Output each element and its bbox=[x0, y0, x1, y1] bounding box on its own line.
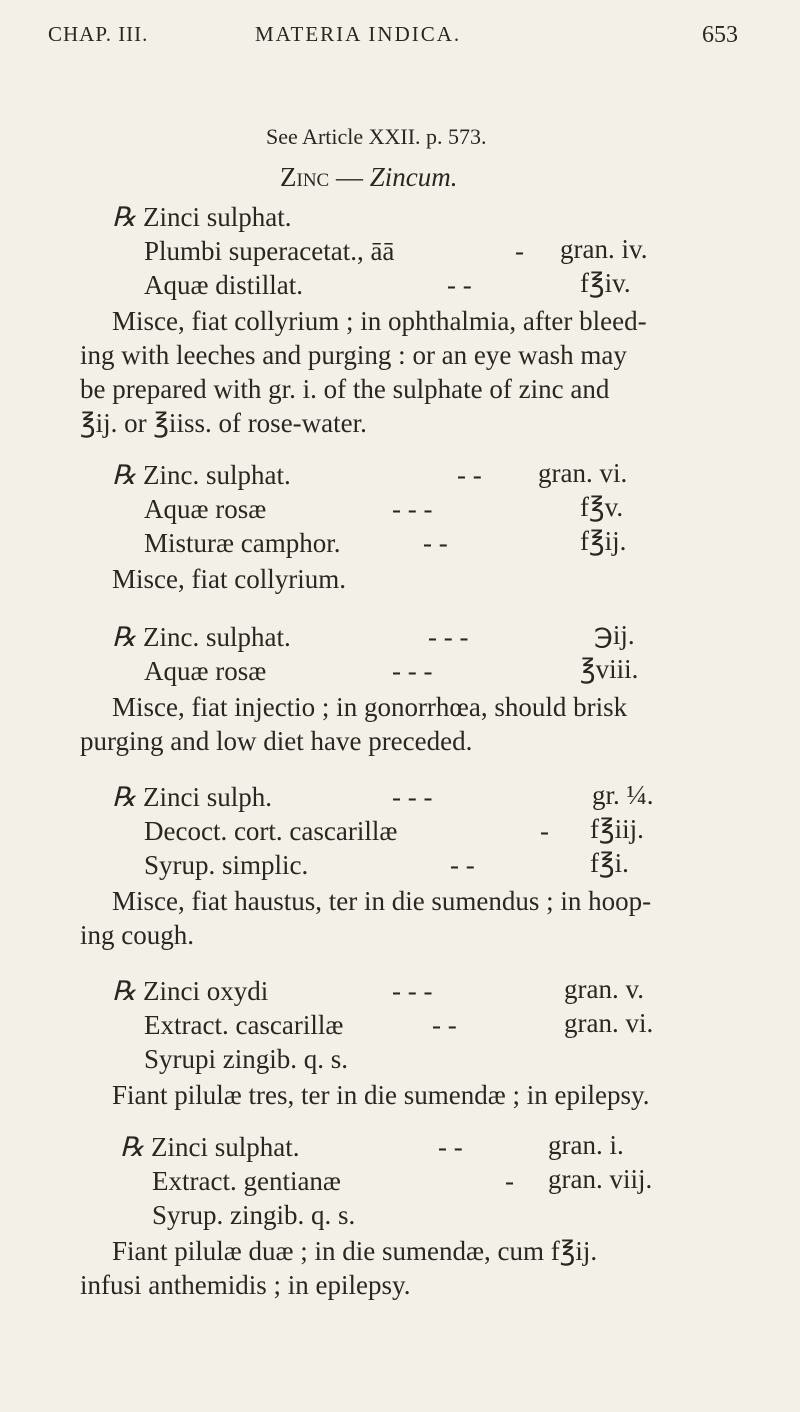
recipe-symbol: ℞ bbox=[112, 202, 137, 232]
ingredient-amount: gran. i. bbox=[548, 1130, 624, 1160]
see-article-reference: See Article XXII. p. 573. bbox=[266, 124, 487, 149]
recipe-symbol: ℞ bbox=[120, 1132, 145, 1162]
prescription-note-line: be prepared with gr. i. of the sulphate of zinc and bbox=[80, 374, 610, 404]
prescription-note-line: Misce, fiat collyrium. bbox=[112, 564, 346, 594]
ingredient-amount: gran. v. bbox=[564, 974, 644, 1004]
recipe-symbol: ℞ bbox=[112, 976, 137, 1006]
leader-dashes: - - bbox=[450, 850, 475, 880]
leader-dashes: - - bbox=[438, 1132, 463, 1162]
ingredient-name: Extract. gentianæ bbox=[152, 1166, 341, 1196]
page-number: 653 bbox=[702, 22, 738, 48]
title-zinc: Zinc bbox=[280, 162, 330, 192]
ingredient-name: Aquæ rosæ bbox=[144, 656, 267, 686]
leader-dashes: - - bbox=[457, 460, 482, 490]
ingredient-amount: gran. viij. bbox=[548, 1164, 653, 1194]
prescription-note-line: Misce, fiat haustus, ter in die sumendus ; in hoop- bbox=[112, 886, 652, 916]
chapter-label: CHAP. III. bbox=[48, 22, 149, 46]
ingredient-amount: gr. ¼. bbox=[592, 780, 654, 810]
leader-dashes: - - bbox=[447, 270, 472, 300]
ingredient-name: Aquæ rosæ bbox=[144, 494, 267, 524]
prescription-note-line: purging and low diet have preceded. bbox=[80, 726, 473, 756]
ingredient-name: Misturæ camphor. bbox=[144, 528, 341, 558]
title-dash: — bbox=[335, 162, 363, 192]
recipe-symbol: ℞ bbox=[112, 622, 137, 652]
running-header bbox=[0, 22, 800, 62]
leader-dashes: - - bbox=[423, 528, 448, 558]
ingredient-name: Zinci sulphat. bbox=[143, 202, 292, 232]
ingredient-amount: f℥i. bbox=[590, 848, 629, 878]
prescription-note-line: Fiant pilulæ tres, ter in die sumendæ ; in epilepsy. bbox=[112, 1080, 650, 1110]
leader-dashes: - - - bbox=[392, 976, 433, 1006]
ingredient-name: Plumbi superacetat., āā bbox=[144, 236, 395, 266]
ingredient-amount: gran. vi. bbox=[538, 458, 628, 488]
leader-dashes: - - - bbox=[392, 656, 433, 686]
ingredient-name: Zinci oxydi bbox=[143, 976, 269, 1006]
leader-dashes: - bbox=[515, 236, 524, 266]
ingredient-name: Zinc. sulphat. bbox=[143, 460, 291, 490]
prescription-note-line: Fiant pilulæ duæ ; in die sumendæ, cum f℥ij. bbox=[112, 1236, 598, 1266]
ingredient-name: Syrup. zingib. q. s. bbox=[152, 1200, 356, 1230]
prescription-note-line: ing with leeches and purging : or an eye wash may bbox=[80, 340, 627, 370]
leader-dashes: - - - bbox=[392, 782, 433, 812]
ingredient-name: Zinci sulphat. bbox=[151, 1132, 300, 1162]
ingredient-amount: gran. iv. bbox=[560, 234, 648, 264]
ingredient-amount: gran. vi. bbox=[564, 1008, 654, 1038]
leader-dashes: - bbox=[505, 1166, 514, 1196]
ingredient-amount: ℥viii. bbox=[580, 654, 639, 684]
prescription-note-line: Misce, fiat injectio ; in gonorrhœa, should brisk bbox=[112, 692, 628, 722]
prescription-note-line: ℥ij. or ℥iiss. of rose-water. bbox=[80, 408, 367, 438]
title-latin: Zincum. bbox=[369, 162, 458, 192]
ingredient-name: Decoct. cort. cascarillæ bbox=[144, 816, 398, 846]
leader-dashes: - - - bbox=[428, 622, 469, 652]
leader-dashes: - - - bbox=[392, 494, 433, 524]
section-title: MATERIA INDICA. bbox=[255, 22, 462, 46]
ingredient-amount: f℥iij. bbox=[590, 814, 644, 844]
leader-dashes: - bbox=[540, 816, 549, 846]
leader-dashes: - - bbox=[432, 1010, 457, 1040]
ingredient-amount: ℈ij. bbox=[594, 620, 635, 650]
prescription-note-line: infusi anthemidis ; in epilepsy. bbox=[80, 1270, 411, 1300]
prescription-note-line: Misce, fiat collyrium ; in ophthalmia, after bleed- bbox=[112, 306, 647, 336]
recipe-symbol: ℞ bbox=[112, 460, 137, 490]
ingredient-name: Syrup. simplic. bbox=[144, 850, 309, 880]
ingredient-amount: f℥v. bbox=[580, 492, 624, 522]
ingredient-name: Zinci sulph. bbox=[143, 782, 272, 812]
ingredient-amount: f℥iv. bbox=[580, 268, 631, 298]
ingredient-name: Aquæ distillat. bbox=[144, 270, 304, 300]
ingredient-amount: f℥ij. bbox=[580, 526, 627, 556]
prescription-note-line: ing cough. bbox=[80, 920, 194, 950]
article-title bbox=[280, 160, 457, 194]
recipe-symbol: ℞ bbox=[112, 782, 137, 812]
ingredient-name: Syrupi zingib. q. s. bbox=[144, 1044, 349, 1074]
ingredient-name: Extract. cascarillæ bbox=[144, 1010, 344, 1040]
ingredient-name: Zinc. sulphat. bbox=[143, 622, 291, 652]
